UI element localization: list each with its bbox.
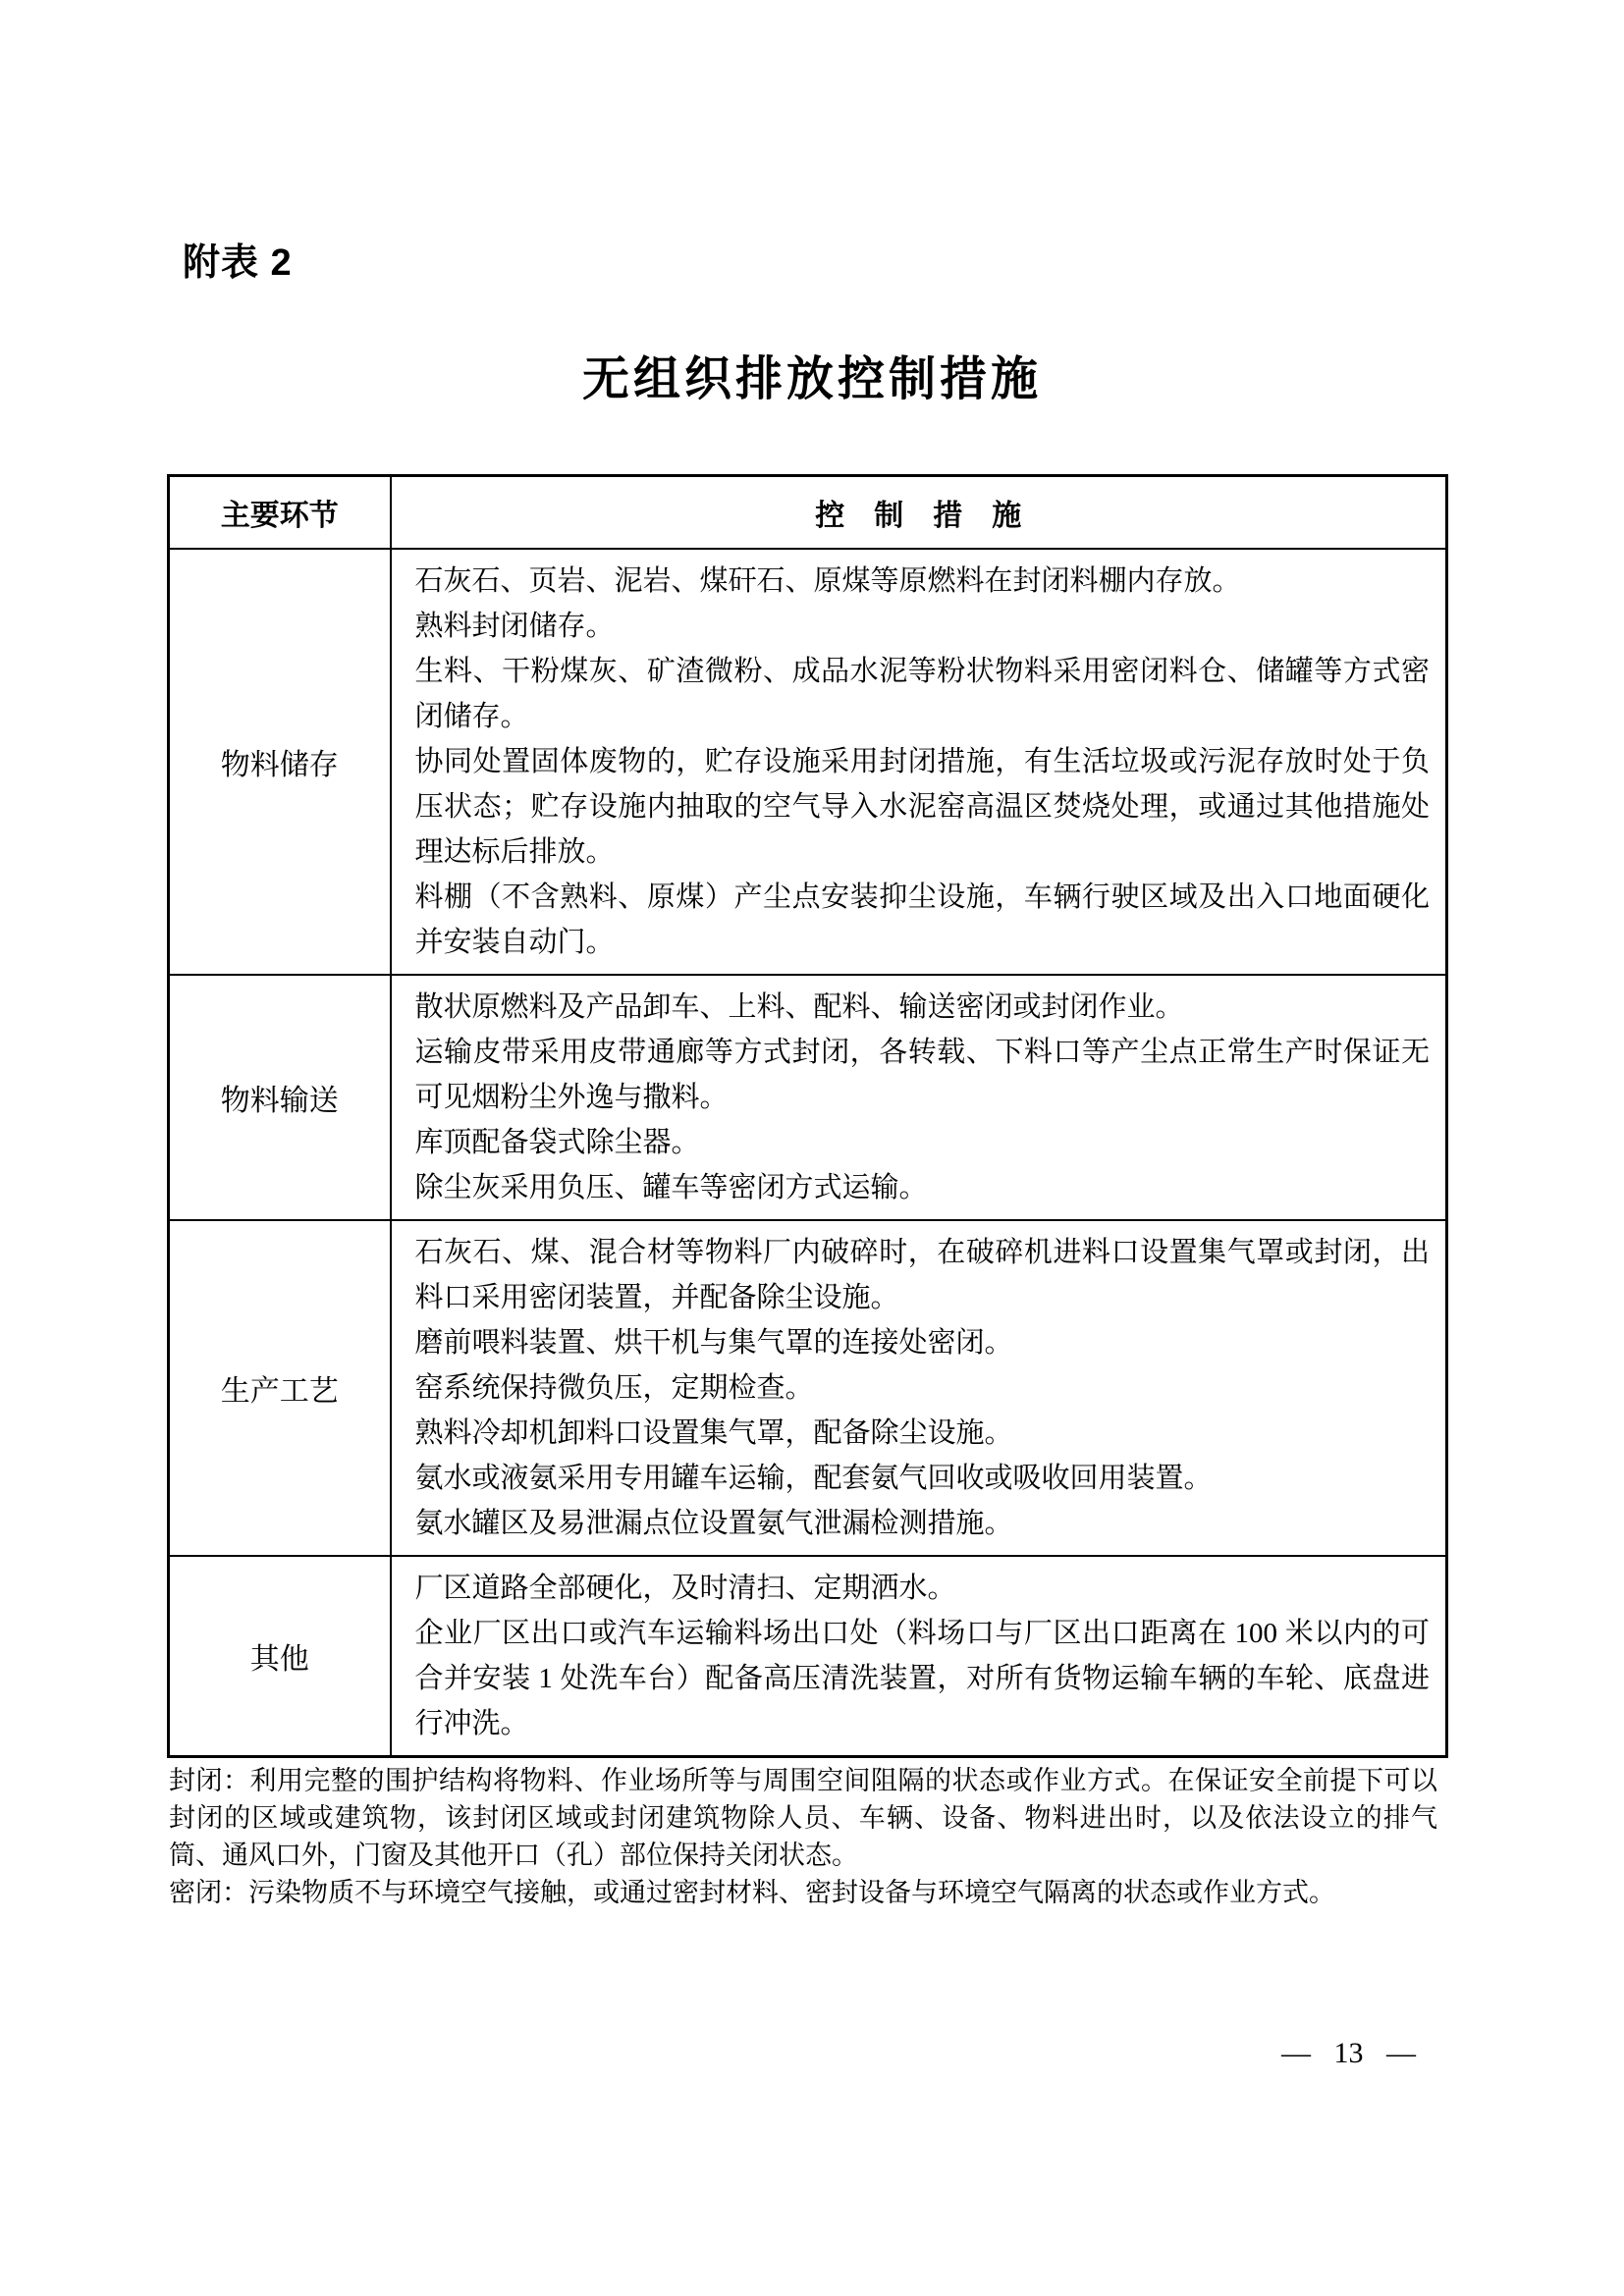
header-cell-measures: 控 制 措 施 xyxy=(391,476,1447,550)
measures-cell xyxy=(391,975,1447,1220)
header-cell-stage: 主要环节 xyxy=(169,476,391,550)
table-row-material-transport xyxy=(169,975,1447,1220)
table-row-production-process xyxy=(169,1220,1447,1556)
measures-table xyxy=(167,474,1448,1758)
table-row-other xyxy=(169,1556,1447,1757)
stage-label: 物料储存 xyxy=(169,549,391,975)
measure-paragraph: 厂区道路全部硬化，及时清扫、定期洒水。 xyxy=(414,1573,956,1604)
measure-paragraph: 窑系统保持微负压，定期检查。 xyxy=(414,1372,814,1404)
measure-paragraph: 石灰石、页岩、泥岩、煤矸石、原煤等原燃料在封闭料棚内存放。 xyxy=(414,565,1241,597)
measures-cell xyxy=(391,549,1447,975)
measure-paragraph: 磨前喂料装置、烘干机与集气罩的连接处密闭。 xyxy=(414,1327,1013,1359)
note-paragraph-mibi: 密闭：污染物质不与环境空气接触，或通过密封材料、密封设备与环境空气隔离的状态或作业方式。 xyxy=(169,1878,1335,1907)
measures-cell xyxy=(391,1220,1447,1556)
table-header-row xyxy=(169,476,1447,550)
stage-label: 其他 xyxy=(169,1556,391,1757)
measure-paragraph: 除尘灰采用负压、罐车等密闭方式运输。 xyxy=(414,1172,928,1203)
measure-paragraph: 石灰石、煤、混合材等物料厂内破碎时，在破碎机进料口设置集气罩或封闭，出料口采用密闭装置，并配备除尘设施。 xyxy=(414,1237,1430,1313)
stage-label: 生产工艺 xyxy=(169,1220,391,1556)
measure-paragraph: 熟料封闭储存。 xyxy=(414,611,615,642)
measure-paragraph: 企业厂区出口或汽车运输料场出口处（料场口与厂区出口距离在 100 米以内的可合并安装 1 处洗车台）配备高压清洗装置，对所有货物运输车辆的车轮、底盘进行冲洗。 xyxy=(414,1618,1430,1739)
page-number: — 13 — xyxy=(1281,2037,1416,2069)
measure-paragraph: 氨水或液氨采用专用罐车运输，配套氨气回收或吸收回用装置。 xyxy=(414,1463,1213,1494)
note-paragraph-fengbi: 封闭：利用完整的围护结构将物料、作业场所等与周围空间阻隔的状态或作业方式。在保证安全前提下可以封闭的区域或建筑物，该封闭区域或封闭建筑物除人员、车辆、设备、物料进出时，以及依法设立的排气筒、通风口外，门窗及其他开口（孔）部位保持关闭状态。 xyxy=(169,1766,1437,1870)
appendix-label: 附表 2 xyxy=(183,242,293,284)
page-title: 无组织排放控制措施 xyxy=(581,353,1042,405)
stage-label: 物料输送 xyxy=(169,975,391,1220)
table-row-material-storage xyxy=(169,549,1447,975)
measure-paragraph: 生料、干粉煤灰、矿渣微粉、成品水泥等粉状物料采用密闭料仓、储罐等方式密闭储存。 xyxy=(414,656,1430,732)
measures-cell xyxy=(391,1556,1447,1757)
measure-paragraph: 氨水罐区及易泄漏点位设置氨气泄漏检测措施。 xyxy=(414,1508,1013,1539)
measure-paragraph: 料棚（不含熟料、原煤）产尘点安装抑尘设施，车辆行驶区域及出入口地面硬化并安装自动门。 xyxy=(414,881,1430,958)
measure-paragraph: 散状原燃料及产品卸车、上料、配料、输送密闭或封闭作业。 xyxy=(414,991,1184,1023)
measure-paragraph: 熟料冷却机卸料口设置集气罩，配备除尘设施。 xyxy=(414,1417,1013,1449)
definition-notes xyxy=(169,1762,1437,1911)
measure-paragraph: 协同处置固体废物的，贮存设施采用封闭措施，有生活垃圾或污泥存放时处于负压状态；贮存设施内抽取的空气导入水泥窑高温区焚烧处理，或通过其他措施处理达标后排放。 xyxy=(414,746,1430,868)
measure-paragraph: 库顶配备袋式除尘器。 xyxy=(414,1127,700,1158)
measure-paragraph: 运输皮带采用皮带通廊等方式封闭，各转载、下料口等产尘点正常生产时保证无可见烟粉尘外逸与撒料。 xyxy=(414,1037,1430,1113)
